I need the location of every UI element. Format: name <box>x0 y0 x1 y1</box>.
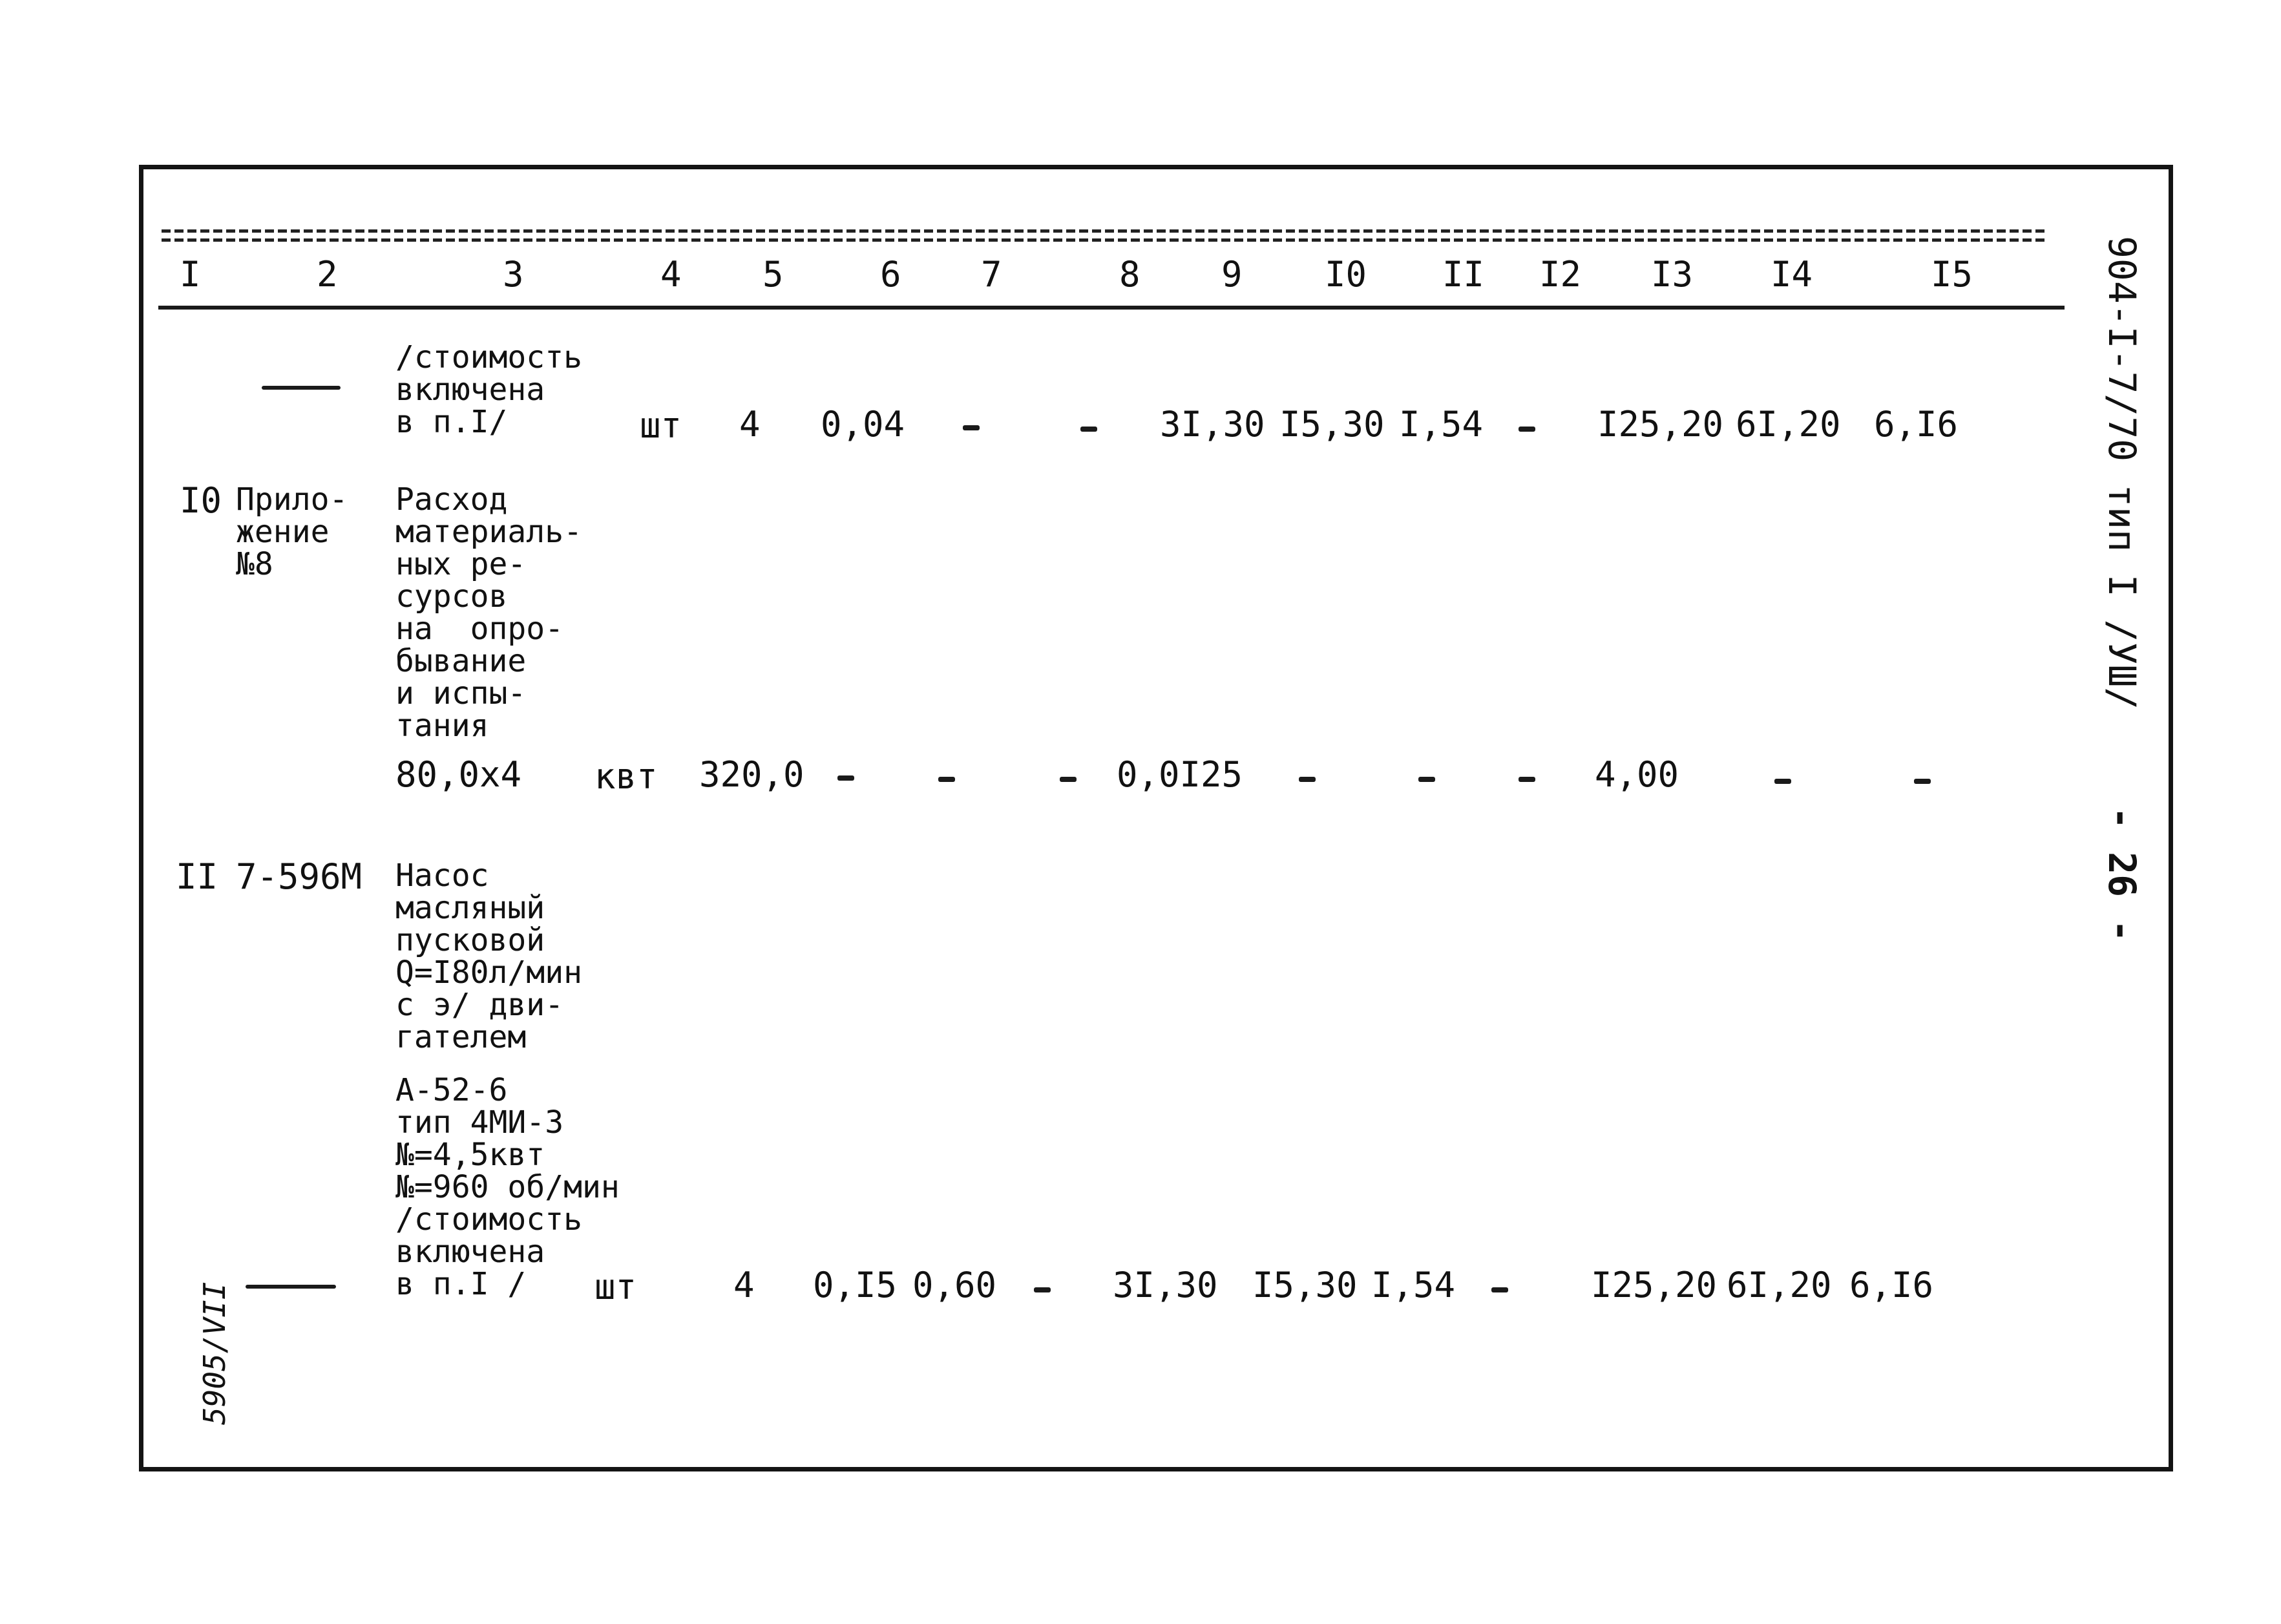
row-a-col9: 3I,30 <box>1160 404 1265 445</box>
row-10-number: I0 <box>180 480 222 521</box>
row-11-col14: 6I,20 <box>1727 1265 1832 1305</box>
col-header-4: 4 <box>660 254 682 295</box>
col-header-7: 7 <box>981 254 1002 295</box>
row-10-unit: квт <box>594 756 658 797</box>
row-11-col7: 0,60 <box>912 1265 997 1305</box>
row-a-unit: шт <box>640 405 682 446</box>
col-header-8: 8 <box>1119 254 1140 295</box>
row-a-col6: 0,04 <box>821 404 905 445</box>
document-code-vertical <box>2100 236 2144 942</box>
row-11-col5: 4 <box>733 1265 755 1305</box>
header-rule <box>158 306 2065 310</box>
row-11-description-spec: А-52-6 тип 4МИ-3 №=4,5квт №=960 об/мин /стоимость включена в п.I / <box>395 1072 620 1302</box>
col-header-1: I <box>180 254 201 295</box>
col-header-14: I4 <box>1771 254 1813 295</box>
row-11-unit: шт <box>594 1267 637 1307</box>
row-10-col6-dash <box>837 775 854 781</box>
row-a-col13: I25,20 <box>1597 404 1724 445</box>
row-a-col7-dash <box>963 425 980 430</box>
document-code: 904-I-7/70 тип I /УШ/ <box>2100 236 2144 710</box>
col-header-5: 5 <box>762 254 784 295</box>
row-11-col11: I,54 <box>1371 1265 1456 1305</box>
col-header-10: I0 <box>1325 254 1367 295</box>
row-10-col15-dash <box>1914 779 1931 784</box>
row-11-col8-dash <box>1034 1287 1051 1292</box>
col-header-11: II <box>1442 254 1485 295</box>
row-11-number: II <box>176 856 218 897</box>
row-11-col15: 6,I6 <box>1849 1265 1934 1305</box>
col-header-13: I3 <box>1651 254 1694 295</box>
row-11-col9: 3I,30 <box>1113 1265 1218 1305</box>
col-header-3: 3 <box>503 254 524 295</box>
archive-stamp: 5905/VII <box>197 1281 232 1425</box>
page-number: - 26 - <box>2100 807 2144 942</box>
row-10-col9: 0,0I25 <box>1117 754 1243 795</box>
row-10-col8-dash <box>1060 777 1077 782</box>
col-header-2: 2 <box>317 254 338 295</box>
row-a-col15: 6,I6 <box>1874 404 1959 445</box>
row-10-reference: Прило- жение №8 <box>236 481 348 582</box>
row-11-description: Насос масляный пусковой Q=I80л/мин с э/ дви- гателем <box>395 858 582 1055</box>
row-10-quantity: 80,0x4 <box>395 754 522 795</box>
row-11-col10: I5,30 <box>1252 1265 1358 1305</box>
row-a-col14: 6I,20 <box>1736 404 1841 445</box>
row-10-col5: 320,0 <box>699 754 804 795</box>
col-header-15: I5 <box>1931 254 1973 295</box>
row-10-description: Расход материаль- ных ре- сурсов на опро- бывание и испы- тания <box>395 481 582 744</box>
row-11-reference: 7-596М <box>236 856 363 897</box>
row-10-col7-dash <box>938 777 955 782</box>
row-11-col6: 0,I5 <box>813 1265 898 1305</box>
ditto-mark-2 <box>246 1285 336 1289</box>
row-a-col10: I5,30 <box>1279 404 1385 445</box>
row-10-col10-dash <box>1299 777 1316 782</box>
row-a-col12-dash <box>1519 427 1535 432</box>
col-header-12: I2 <box>1539 254 1582 295</box>
row-a-col5: 4 <box>739 404 761 445</box>
row-10-col11-dash <box>1418 777 1435 782</box>
col-header-9: 9 <box>1221 254 1243 295</box>
row-a-col11: I,54 <box>1399 404 1484 445</box>
header-double-rule <box>162 229 2048 244</box>
row-10-col12-dash <box>1519 777 1535 782</box>
col-header-6: 6 <box>880 254 901 295</box>
row-a-col8-dash <box>1080 427 1097 432</box>
ditto-mark <box>262 386 341 390</box>
row-a-description: /стоимость включена в п.I/ <box>395 339 582 440</box>
row-11-col12-dash <box>1491 1287 1508 1292</box>
row-10-col14-dash <box>1774 779 1791 784</box>
row-11-col13: I25,20 <box>1591 1265 1718 1305</box>
row-10-col13: 4,00 <box>1595 754 1679 795</box>
